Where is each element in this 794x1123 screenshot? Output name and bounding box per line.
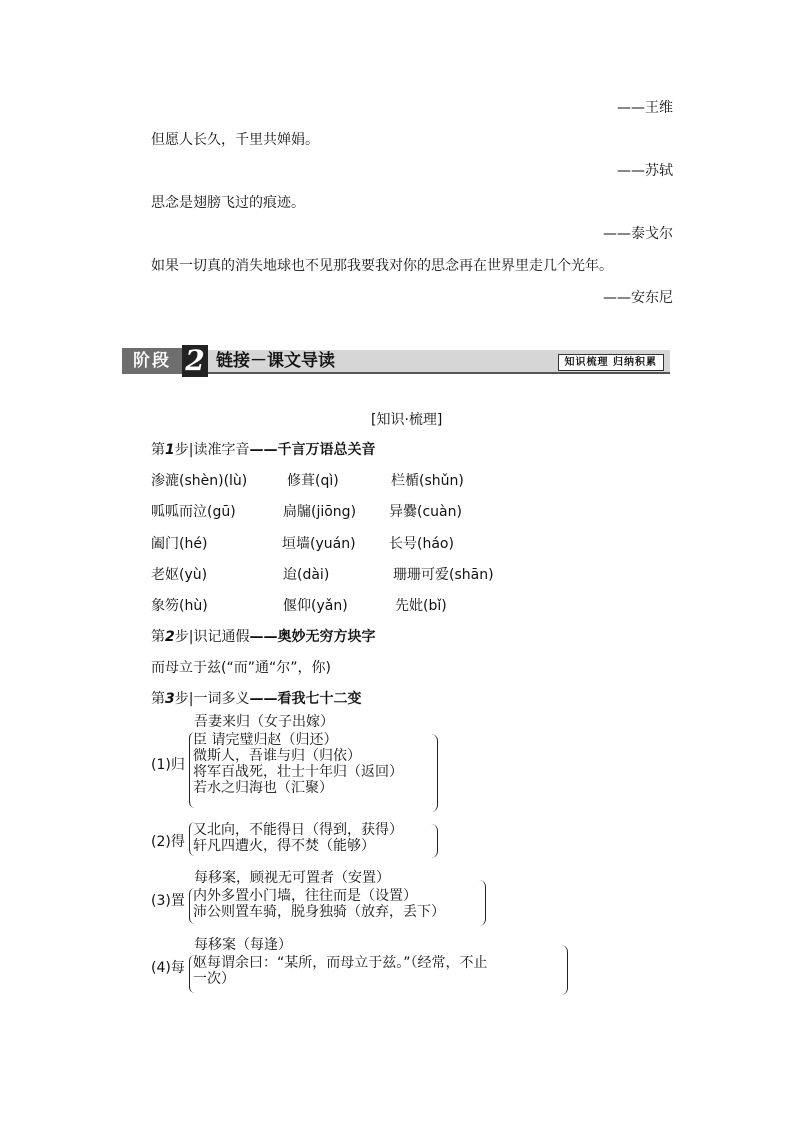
pron-item: 扃牖(jiōng) bbox=[283, 504, 357, 520]
stage-number: 2 bbox=[182, 345, 208, 377]
polysemy-line: 若水之归海也（汇聚） bbox=[193, 780, 333, 796]
polysemy-brace bbox=[189, 822, 403, 856]
quote-text-sushi: 但愿人长久，千里共婵娟。 bbox=[151, 132, 319, 148]
polysemy-brace bbox=[189, 955, 488, 993]
step2-num: 2 bbox=[165, 629, 175, 645]
polysemy-close-brace bbox=[479, 880, 486, 926]
pron-item: 先妣(bǐ) bbox=[395, 598, 447, 614]
step3-heading bbox=[151, 688, 361, 708]
step2-heading bbox=[151, 626, 375, 646]
pron-item: 长号(háo) bbox=[389, 536, 454, 552]
polysemy-label: (1)归 bbox=[151, 757, 185, 773]
stage-title: 链接－课文导读 bbox=[216, 351, 335, 371]
pron-item: 栏楯(shǔn) bbox=[391, 473, 464, 489]
pron-item: 垣墙(yuán) bbox=[282, 536, 356, 552]
polysemy-line: 每移案，顾视无可置者（安置） bbox=[194, 870, 390, 886]
pron-item: 象笏(hù) bbox=[151, 598, 208, 614]
polysemy-close-brace bbox=[431, 824, 438, 858]
step1-num: 1 bbox=[165, 442, 175, 458]
pron-item: 老妪(yù) bbox=[151, 567, 208, 583]
stage-label: 阶段 bbox=[122, 348, 182, 374]
polysemy-line: 沛公则置车骑，脱身独骑（放弃，丢下） bbox=[193, 904, 445, 920]
polysemy-zhi bbox=[151, 870, 491, 930]
quote-text-anni: 如果一切真的消失地球也不见那我要我对你的思念再在世界里走几个光年。 bbox=[151, 258, 613, 274]
step3-num: 3 bbox=[165, 691, 175, 707]
step1-heading bbox=[151, 439, 375, 459]
pron-item: 异爨(cuàn) bbox=[389, 504, 462, 520]
pron-item: 迨(dài) bbox=[283, 567, 330, 583]
polysemy-line: 将军百战死，壮士十年归（返回） bbox=[193, 764, 403, 780]
polysemy-line: 每移案（每逢） bbox=[194, 937, 292, 953]
polysemy-line: 轩凡四遭火，得不焚（能够） bbox=[193, 838, 375, 854]
polysemy-gui bbox=[151, 714, 451, 814]
pron-item: 阖门(hé) bbox=[151, 536, 208, 552]
step2-prefix: 第 bbox=[151, 629, 165, 645]
polysemy-line: 内外多置小门墙，往往而是（设置） bbox=[193, 888, 417, 904]
polysemy-line: 妪每谓余曰：“某所，而母立于兹。”（经常，不止 bbox=[193, 955, 488, 971]
step2-mid: 步|识记通假 bbox=[174, 629, 250, 645]
stage-banner bbox=[122, 345, 670, 377]
quote-author-tagore: ——泰戈尔 bbox=[603, 226, 673, 242]
polysemy-line: 微斯人，吾谁与归（归依） bbox=[193, 748, 361, 764]
quote-author-sushi: ——苏轼 bbox=[617, 163, 673, 179]
quote-text-tagore: 思念是翅膀飞过的痕迹。 bbox=[151, 195, 305, 211]
polysemy-label: (2)得 bbox=[151, 834, 185, 850]
quote-author-anni: ——安东尼 bbox=[603, 290, 673, 306]
polysemy-line: 一次） bbox=[193, 971, 235, 987]
step3-prefix: 第 bbox=[151, 691, 165, 707]
polysemy-close-brace bbox=[561, 945, 568, 995]
polysemy-brace bbox=[189, 888, 445, 924]
pron-item: 渗漉(shèn)(lù) bbox=[151, 473, 248, 489]
polysemy-line: 吾妻来归（女子出嫁） bbox=[194, 714, 334, 730]
polysemy-line: 又北向，不能得日（得到，获得） bbox=[193, 822, 403, 838]
step1-bold: ——千言万语总关音 bbox=[249, 442, 376, 458]
pron-item: 修葺(qì) bbox=[287, 473, 339, 489]
quote-author-wangwei: ——王维 bbox=[617, 100, 673, 116]
polysemy-line: 臣 请完璧归赵（归还） bbox=[193, 732, 338, 748]
pron-item: 珊珊可爱(shān) bbox=[393, 567, 494, 583]
polysemy-mei bbox=[151, 937, 571, 997]
step1-prefix: 第 bbox=[151, 442, 165, 458]
stage-tag: 知识梳理 归纳积累 bbox=[558, 354, 664, 371]
pron-item: 呱呱而泣(gū) bbox=[151, 504, 236, 520]
polysemy-label: (4)每 bbox=[151, 960, 185, 976]
polysemy-de bbox=[151, 822, 451, 862]
polysemy-label: (3)置 bbox=[151, 893, 185, 909]
polysemy-brace bbox=[189, 732, 403, 808]
step3-bold: ——看我七十二变 bbox=[249, 691, 362, 707]
polysemy-close-brace bbox=[431, 734, 438, 812]
pron-item: 偃仰(yǎn) bbox=[283, 598, 348, 614]
tongjia-text: 而母立于兹(“而”通“尔”，你) bbox=[151, 660, 331, 676]
step3-mid: 步|一词多义 bbox=[174, 691, 250, 707]
section-title: [知识·梳理] bbox=[371, 412, 443, 428]
step2-bold: ——奥妙无穷方块字 bbox=[249, 629, 376, 645]
step1-mid: 步|读准字音 bbox=[174, 442, 250, 458]
